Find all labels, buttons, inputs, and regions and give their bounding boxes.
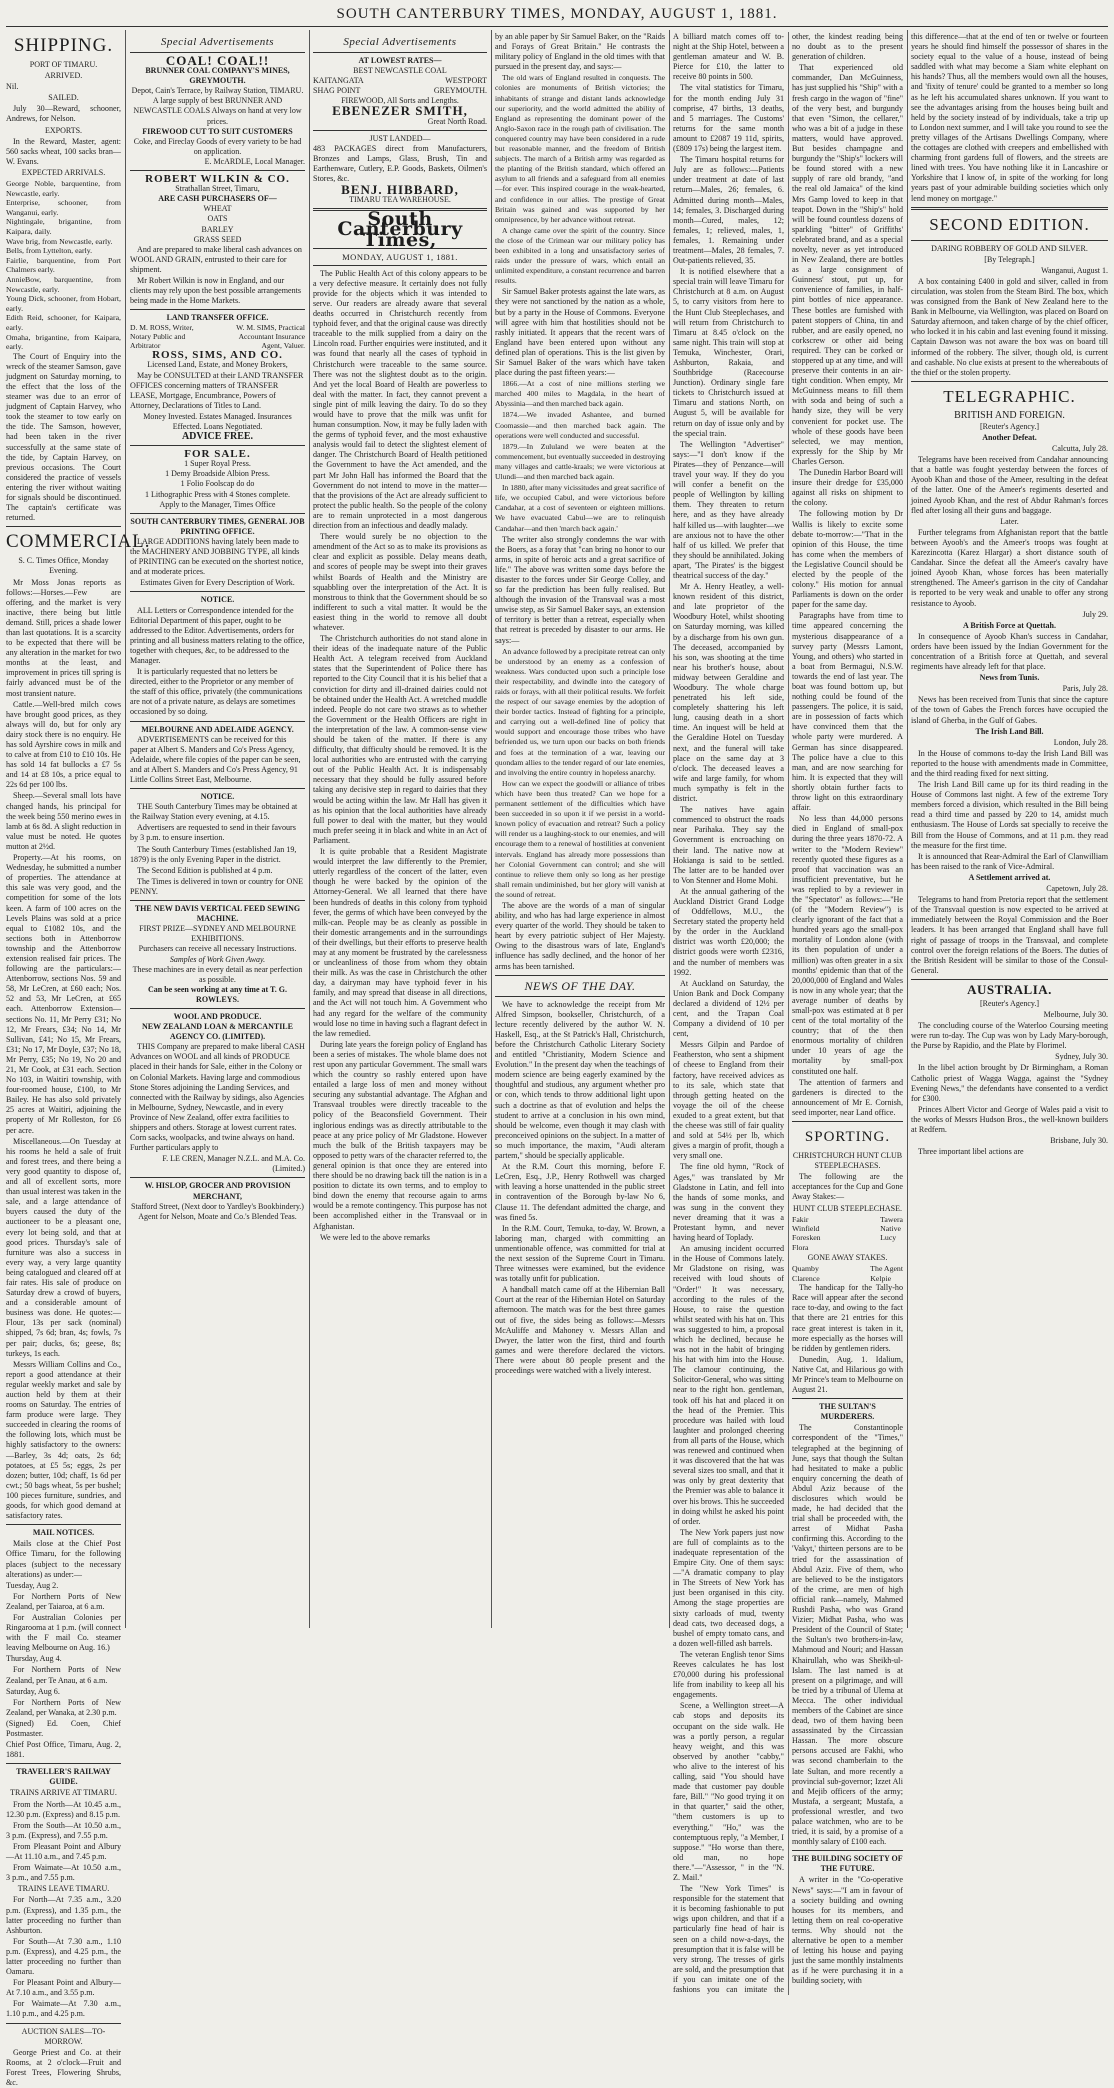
horse-name: Fakir <box>792 1214 809 1224</box>
inquiry-text: The Court of Enquiry into the wreck of the steamer Samson, gave judgment on Saturday morning, to the effect that the loss of the steamer was due to an error of judgment of Captain Harvey, who took the steamer to tow early on the tide. The Samson, however, had been taken in the river successfully at the same state of the tide, by Captain Harvey, on previous occasions. The Court considered the practice of vessels entering the river without waiting for signals should be discontinued. The captain's certificate was returned. <box>6 351 121 523</box>
wilkin-text: And are prepared to make liberal cash advances on WOOL AND GRAIN, entrusted to their care for shipment. <box>130 244 302 274</box>
sporting-text: The handicap for the Tally-ho Race will appear after the second race to-day, and owing to the fact that there are 21 entries for this race great interest is taken in it, more especially as the horses will be ridden by gentlemen riders. <box>792 1283 903 1353</box>
page-masthead: SOUTH CANTERBURY TIMES, MONDAY, AUGUST 1, 1881. <box>336 6 778 22</box>
nzloan-agent: F. LE CREN, Manager N.Z.L. and M.A. Co. (Limited.) <box>162 1154 305 1174</box>
for-sale-heading: FOR SALE. <box>184 448 251 461</box>
cup-label: HUNT CLUB STEEPLECHASE. <box>793 1203 902 1213</box>
mail-office: Chief Post Office, Timaru, Aug. 2, 1881. <box>6 1740 121 1760</box>
news-para: Messrs Gilpin and Pardoe of Featherston, who sent a shipment of cheese to England from their factory, have received advices as to its sale, which state that through getting heated on the voyage the oil of the cheese exuded to a great extent, but that the cheese was still of fair quality and sold at 54½ per lb, which gives a margin of profit, though a very small one. <box>673 1040 784 1161</box>
shipping-heading: SHIPPING. <box>13 35 114 56</box>
advice-free: ADVICE FREE. <box>181 431 254 443</box>
land-transfer-heading: LAND TRANSFER OFFICE. <box>166 313 269 323</box>
column-rule <box>907 30 908 1628</box>
news-para: That experienced old commander, Dan McGuinness, has just supplied his "Ship" with a fresh cargo in the wagon of "fine" of the very best, and burgundy that even "Simon, the cellarer," who was a bit of a judge in these matters, would have approved. But besides champagne and burgundy the "Ship's" lockers will be found stored with a new supply of rare old brandy, "and the real old Jamaica" of the kind Mrs Gamp loved to keep in that teapot. Down in the "Ship's" hold will be found countless dozens of sparkling "bitter" of Griffiths' celebrated brand, and as a special novelty, never as yet introduced in New Zealand, there are bottles as a large consignment of Guinness' stout, put up, for convenience of families, in half-pint bottles of nice appearance. These bottles are furnished with patent stoppers of China, tin and rubber, and are easily opened, no corkscrew or other aid being required. They can be corked or stoppered up at any time, and will preserve their contents in an air-tight condition. When empty, Mr McGuinness means to fill them with soda and being of such a handy size, they will be very convenient for pocket use. The whole of these goods have been selected, we may mention, expressly for the Ship by Mr Charles Gerson. <box>792 63 903 466</box>
wilkin-item: BARLEY <box>201 224 234 234</box>
leader-para: There would surely be no objection to the amendment of the Act so as to make its provisions as clear and explicit as possible. Delay means death, and scores of people may be swept into their graves whilst Boards of Health and the Ministry are squabbling over the interpretation of the Act. It is monstrous to think that the Government should be so indifferent to such a vital matter. It would be the easiest thing in the world to remove all doubt whatever. <box>313 532 487 632</box>
smith-address: Great North Road. <box>427 116 487 126</box>
coal-cell: WESTPORT <box>445 76 487 86</box>
mail-lead: Mails close at the Chief Post Office Timaru, for the following places (subject to the necessary alterations) as under:— <box>6 1539 121 1579</box>
horse-name: Lucy <box>880 1233 897 1243</box>
australia-place: Melbourne, July 30. <box>1043 1009 1108 1019</box>
cup-left <box>792 1215 821 1253</box>
leader-para: During late years the foreign policy of England has been a series of mistakes. The whole blame does not rest upon any particular Government. The small wars which the country so rashly entered upon have entailed a large loss of men and money without securing any substantial advantage. The Afghan and Transvaal troubles were directly traceable to the policy of the Beaconsfield Government. Their inglorious endings was as directly attributable to the peace at any price policy of Mr Gladstone. However much the bulk of the British taxpayers may be opposed to petty wars of the character referred to, the general opinion is that once they are entered into there should be no drawing back till the nation is in a position to dictate its own terms, and to employ to bind down the enemy that recourse again to arms would be a remote contingency. This purpose has not been accomplished either in the Transvaal or in Afghanistan. <box>313 1039 487 1231</box>
article-quote: 1874.—We invaded Ashantee, and burned Coomassie—and then marched back again. The operations were well conducted and successful. <box>495 410 665 440</box>
news-para: The Dunedin Harbor Board will insure their dredge for £35,000 against all risks on shipment to the colony. <box>792 468 903 508</box>
coal-cell: GREYMOUTH. <box>433 86 487 96</box>
list-item: Omaha, brigantine, from Kaipara, early. <box>6 332 121 352</box>
divider <box>130 445 305 446</box>
cup-acceptances <box>792 1215 903 1253</box>
divider <box>6 1524 121 1525</box>
horse-name: Kelpie <box>870 1273 892 1283</box>
force-heading: A British Force at Quettah. <box>963 620 1056 630</box>
horse-name: Flora <box>792 1242 809 1252</box>
column-rule <box>125 30 126 1628</box>
divider <box>130 591 305 592</box>
gone-left <box>792 1264 820 1283</box>
news-para: A billiard match comes off to-night at the Ship Hotel, between a gentleman amateur and W. B. Pierce for £10, the latter to receive 80 points in 500. <box>673 32 784 82</box>
wilkin-item: GRASS SEED <box>193 234 242 244</box>
sailed-label: SAILED. <box>48 93 79 103</box>
settle-place: Capetown, July 28. <box>1046 884 1108 894</box>
coke-line: Coke, and Fireclay Goods of every variety to be had on application. <box>133 136 302 156</box>
news-flow <box>673 32 903 1995</box>
divider <box>130 788 305 789</box>
tunis-place: Paris, July 28. <box>1062 684 1108 694</box>
news-para: No less than 44,000 persons died in England of small-pox during the three years 1870-72. A writer to the "Modern Review" recently quoted these figures as a proof that vaccination was an insufficient preventative, but he was replied to by a reviewer in the "Spectator" as follows:—"He (of the "Modern Review") is clearly ignorant of the fact that a hundred years ago the small-pox mortality of London alone (with its then population of under a million) was often greater in a six months' epidemic than that of the 20,000,000 of England and Wales is now in any whole year; that the average number of deaths by small-pox was estimated at 8 per cent of the total mortality of the country; that of the then enormous mortality of children under 10 years of age the mortality by small-pox constituted one half. <box>792 814 903 1076</box>
sewing-seen: Can be seen working at any time at T. G. ROWLEYS. <box>147 984 288 1004</box>
mail-sign: (Signed) Ed. Coen, Chief Postmaster. <box>6 1718 121 1738</box>
wilkin-heading: ROBERT WILKIN & CO. <box>145 173 290 186</box>
article-para: The writer also strongly condemns the war with the Boers, as a foray that "can bring no honor to our arms, in spite of heroic acts and a great sacrifice of life." The above was written some days before the disaster to the forces under Sir George Colley, and so far the prediction has been fully realised. But although the invasion of the Transvaal was a most unwise step, as Sir Samuel Baker says, an extension of territory is better than a retreat, especially when that retreat is preceded by disaster to our arms. He says:— <box>495 534 665 645</box>
mail-item: For Northern Ports of New Zealand, per Taiaroa, at 6 a.m. <box>6 1591 121 1611</box>
reuter-tag: [Reuter's Agency.] <box>979 421 1040 431</box>
divider <box>6 1763 121 1764</box>
notice-heading: NOTICE. <box>200 595 235 605</box>
defeat-heading: Another Defeat. <box>982 433 1037 442</box>
sewing-heading: THE NEW DAVIS VERTICAL FEED SEWING MACHINE. <box>134 904 301 924</box>
news-para: The attention of farmers and gardeners is directed to the announcement of Mr E. Cornish, seed importer, near Land office. <box>792 1077 903 1117</box>
coal-company: BRUNNER COAL COMPANY'S MINES, GREYMOUTH. <box>145 66 290 86</box>
exports-text: In the Reward, Master, agent: 560 sacks wheat, 100 sacks bran—W. Evans. <box>6 136 121 166</box>
horse-name: Foresken <box>792 1233 821 1243</box>
column-shipping <box>6 32 151 2087</box>
wilkin-buy: ARE CASH PURCHASERS OF— <box>158 194 277 204</box>
sewing-samples: Samples of Work Given Away. <box>169 954 266 964</box>
list-item: AnnieBow, barquentine, from Newcastle, early. <box>6 274 121 294</box>
news-para: Paragraphs have from time to time appeared concerning the mysterious disappearance of a survey party (Messrs Lamont, Young, and others) who started in a boat from Bermagui, N.S.W. towards the end of last year. The boat was found bottom up, but nothing could be found of the passengers. The police, it is said, are in possession of facts which have convinced them that the whole party were murdered. A German has since disappeared. The police have a clue to this man, and are now searching for him. It is expected that they will shortly obtain further facts to throw light on this extraordinary affair. <box>792 611 903 813</box>
divider <box>792 1398 903 1399</box>
article-para: The above are the words of a man of singular ability, and who has had large experience in almost every quarter of the world. They should be taken to heart by every patriotic subject of Her Majesty. Owing to the disastrous wars of late, England's influence has sadly declined, and the honor of her arms has been tarnished. <box>495 900 665 971</box>
article-quote: The old wars of England resulted in conquests. The colonies are monuments of British victories; the inhabitants of strange and distant lands acknowledge our superiority, and the world admitted the ability of England as representing the dominant power of the Anglo-Saxon race in the rough path of civilisation. The conquered country may have been considered in a rude but reasonable manner, and the freedom of British subjects. The march of a British army was regarded as the planting of the British standard, which offered an asylum to all friends and a safeguard from all enemies—for ever. This inspired courage in the weak-hearted, and confidence in our allies. The prestige of Great Britain was gained and was supported by her omnipresence, by her advance without retreat. <box>495 73 665 224</box>
news-para: The Timaru hospital returns for July are as follows:—Patients under treatment at date of last return—Males, 26; females, 6. Admitted during month—Males, 14; females, 3. Discharged during month—Cured, males, 12; females, 1; relieved, males, 1, females, 1. Remaining under treatment—Males, 28 females, 7. Out-patients relieved, 35. <box>673 155 784 266</box>
wilkin-item: OATS <box>207 214 228 224</box>
commercial-para: Mr Moss Jonas reports as follows:—Horses.—Few are offering, and the market is very inactive, there being but little demand. Still, prices a shade lower than last quotations. It is a scarcity to be expected that there will be any alteration in the market for two months at the least, and improvement in prices till spring is fairly advanced must be of the most transient nature. <box>6 577 121 698</box>
tunis-text: News has been received from Tunis that since the capture of the town of Gabes the French forces have occupied the island of Gherba, in the Gulf of Gabes. <box>911 695 1108 725</box>
divider <box>130 721 305 722</box>
force-place: July 29. <box>1082 609 1108 619</box>
defeat-place: Calcutta, July 28. <box>1052 444 1108 454</box>
divider <box>130 309 305 310</box>
news-para: In the R.M. Court, Temuka, to-day, W. Brown, a laboring man, charged with committing an unmentionable offence, was committed for trial at the next session of the Supreme Court in Timaru. Three witnesses were examined, but the evidence was totally unfit for publication. <box>495 1223 665 1284</box>
expected-list <box>6 179 121 352</box>
column-rule <box>491 30 492 1628</box>
commercial-para: Miscellaneous.—On Tuesday at his rooms he held a sale of fruit and forest trees, and there being a very good quantity to dispose of, and all of excellent sorts, more than usual interest was taken in the sale, and a large attendance of buyers caused the duty of the auctioneer to be a pleasant one, every lot being sold, and that at good prices. Thursday's sale of furniture was also a success in every way, a very large quantity being catalogued and cleared off at fair rates. His sale of produce on Saturday drew a crowd of buyers, and a considerable amount of business was done. He quotes:—Flour, 13s per sack (nominal) shipped, 7s 6d; bran, 4s; fowls, 7s per pair; ducks, 6s; geese, 8s; turkeys, 1s each. <box>6 1136 121 1358</box>
auction-text: George Priest and Co. at their Rooms, at 2 o'clock—Fruit and Forest Trees, Flowering Shrubs, &c. <box>6 2047 121 2087</box>
australia-text: Princes Albert Victor and George of Wales paid a visit to the works of Messrs Hudson Bros., the well-known builders at Redfern. <box>911 1104 1108 1134</box>
robbery-tag: [By Telegraph.] <box>984 254 1035 264</box>
office-line: S. C. Times Office, Monday Evening. <box>18 556 109 576</box>
force-text: In consequence of Ayoob Khan's success in Candahar, orders have been issued by the Indian Government for the concentration of a British force at Quettah, and several regiments have already left for that place. <box>911 631 1108 672</box>
australia-tag: [Reuter's Agency.] <box>979 998 1040 1008</box>
news-para: We have to acknowledge the receipt from Mr Alfred Simpson, bookseller, Christchurch, of a lecture recently delivered by the author W. N. Haskell, Esq., at the St Patrick's Hall, Christchurch, before the Christchurch Catholic Literary Society and entitled "Christianity, Modern Science and Evolution." In the present day when the teachings of modern science are being eagerly examined by the thoughtful and studious, any argument whether pro or con, which tends to throw additional light upon such a doctrine as that of evolution and helps the student to arrive at a conclusion in his own mind, should be welcome, even though it may clash with preconceived opinions on the subject. In a matter of so much importance, the maxim, "Audi alteram partem," should be specially applicable. <box>495 999 665 1161</box>
leader-para: The Public Health Act of this colony appears to be a very defective measure. It certainly does not fully provide for the objects which it was intended to serve. Our readers are already aware that several deaths occurred in Christchurch recently from typhoid fever, and that the original cause was directly traceable to the milk supplied from a dairy on the Lincoln road. Further enquiries were instituted, and it was found that nearly all the cases of typhoid in Christchurch were traceable to the same source. There was not the slightest doubt as to the origin. And yet the local Board of Health are powerless to deal with the matter. In fact, they cannot prevent a single pint of milk leaving the dairy. To do so they would have to prove that the milk was unfit for human consumption. Now, it may be fully laden with the germs of typhoid fever, and the most exhaustive analysis would fail to detect the slightest element of danger. The Christchurch Board of Health petitioned the Government to have the Act amended, and the part Mr John Hall has informed the Board that the Government do not intend to move in the matter—that the provisions of the Act are already sufficient to protect the public health. So the people of the colony are to remain unprotected in a most dangerous direction from an infectious and deadly malady. <box>313 268 487 531</box>
news-para: It is notified elsewhere that a special train will leave Timaru for Christchurch at 8 a.m. on August 5, to carry visitors from here to the Hunt Club Steeplechases, and will return from Christchurch to Timaru at 8.45 o'clock on the same night. This train will stop at Temuka, Winchester, Orari, Ashburton, Rakaia, and Southbridge (Racecourse Junction). Ordinary single fare tickets to Christchurch issued at Timaru and stations North, on August 5, will be available for return on day of issue only and by the special train. <box>673 267 784 438</box>
news-para: The vital statistics for Timaru, for the month ending July 31 comprise, 47 births, 13 deaths, and 5 marriages. The Customs' returns for the same month amount to £2087 19 11d, spirits, (£809 17s) being the largest item. <box>673 83 784 154</box>
coal-cell: KAITANGATA <box>313 76 364 86</box>
firewood-line: FIREWOOD CUT TO SUIT CUSTOMERS <box>142 126 293 136</box>
land-partners <box>130 323 305 350</box>
wilkin-address: Strathallan Street, Timaru, <box>175 184 260 194</box>
auction-heading: AUCTION SALES—TO-MORROW. <box>21 2026 106 2046</box>
coal-depot: Depot, Cain's Terrace, by Railway Station, TIMARU. <box>131 86 304 96</box>
horse-name: Winfield <box>792 1224 820 1233</box>
divider <box>130 513 305 514</box>
printing-estimates: Estimates Given for Every Description of Work. <box>140 578 295 588</box>
sale-item: 1 Demy Broadside Albion Press. <box>165 469 270 479</box>
railway-heading: TRAVELLER'S RAILWAY GUIDE. <box>16 1767 111 1787</box>
sewing-prize: FIRST PRIZE—SYDNEY AND MELBOURNE EXHIBITIONS. <box>139 924 296 944</box>
australia-place: Sydney, July 30. <box>1055 1052 1108 1062</box>
notice2-heading: NOTICE. <box>200 792 235 802</box>
news-para: Scene, a Wellington street—A cab stops and deposits its occupant on the side walk. He was a portly person, a regular heavy weight, and this was observed by another "cabby," who alive to the interest of his calling, said "You should have made that customer pay double fare, Bill." "No good trying it on in that quarter," said the other, "them customers is up to everything." "Ho," was the contemptuous reply, "a Member, I suppose." "Ho worse than there, old man, no hope there."—"Assessor, " in the "N. Z. Mail." <box>673 1701 784 1882</box>
divider <box>911 240 1108 241</box>
commercial-para: Messrs William Collins and Co., report a good attendance at their regular weekly market and sale by auction held by them at their rooms on Saturday. The entries of farm produce were large. They succeeded in clearing the rooms of the following lots, which must be highly satisfactory to the owners:—Barley, 3s 4d; oats, 2s 6d; potatoes, at £5 5s; eggs, 2s per dozen; butter, 10d; chaff, 1s 6d per cwt.; 50 bags wheat, 5s per bushel; 100 pieces furniture, sundries, and goods, for which good demand at satisfactory rates. <box>6 1359 121 1521</box>
robbery-text: A box containing £400 in gold and silver, called in from circulation, was stolen from the Steam Bird. The box, which was consigned from the Bank of New Zealand here to the Bank in Melbourne, via Wellington, was placed on Board on Saturday afternoon, and taken charge of by the chief officer, who locked it in his cabin and last evening found it missing. Captain Dawson was not aware the box was on board till informed of the robbery. The silver, though old, is current and cashable. No clue exists at present to the whereabouts of the thief or the stolen property. <box>911 276 1108 377</box>
port-heading: PORT OF TIMARU. <box>29 60 98 69</box>
mail-item: Tuesday, Aug 2. <box>6 1580 59 1590</box>
divider <box>130 900 305 901</box>
sailed-text: July 30—Reward, schooner, Andrews, for Nelson. <box>6 104 121 124</box>
news-heading: NEWS OF THE DAY. <box>524 978 636 993</box>
newspaper-nameplate: South Canterbury Times, <box>337 208 463 251</box>
land-firm-sub: Licensed Land, Estate, and Money Brokers, <box>147 360 288 370</box>
robbery-place: Wanganui, August 1. <box>1041 265 1108 275</box>
list-item: Edith Reid, schooner, for Kaipara, early. <box>6 313 121 332</box>
settle-text: Telegrams to hand from Pretoria report that the settlement of the Transvaal question is now expected to be arrived at immediately between the Royal Commission and the Boer leaders. It has been arranged that England shall have full right of passage of troops in the Transvaal, and complete control over the foreign relations of the Boers. The duties of the British Resident will be similar to those of the Consul-General. <box>911 895 1108 975</box>
land-money: Money Invested. Estates Managed. Insurances Effected. Loans Negotiated. <box>143 411 292 431</box>
news-para: At the annual gathering of the Auckland District Grand Lodge of Oddfellows, M.U., the Secretary stated the property held by the order in the Auckland district was worth £20,000; the district goods were worth £2316, and the number of members was 1992. <box>673 886 784 977</box>
divider <box>495 975 665 976</box>
sale-item: 1 Lithographic Press with 4 Stones complete. <box>144 489 291 499</box>
mail-heading: MAIL NOTICES. <box>32 1528 95 1538</box>
mail-item: Thursday, Aug 4. <box>6 1654 62 1664</box>
horse-name: Clarence <box>792 1273 820 1283</box>
irish-place: London, July 28. <box>1053 737 1108 747</box>
railway-item: From Waimate—At 10.50 a.m., 3 p.m., and 7.55 p.m. <box>6 1863 121 1883</box>
irish-text: It is announced that Rear-Admiral the Earl of Clanwilliam has been raised to the rank of Vice-Admiral. <box>911 851 1108 871</box>
news-para: The Wellington "Advertiser" says:—"I don't know if the Pirates—they of Penzance—will travel your way. If they do you will confer a benefit on the people of Wellington by killing them. They threaten to return here, and as they have already half killed us—with laughter—we are anxious not to have the other half of us killed. We prefer that they should be annihilated. Joking apart, 'The Pirates' is the biggest theatrical success of the day." <box>673 439 784 580</box>
divider <box>130 1008 305 1009</box>
sporting-heading: SPORTING. <box>804 1129 891 1146</box>
hislop-heading: W. HISLOP, GROCER AND PROVISION MERCHANT, <box>144 1181 291 1201</box>
coal-best: BEST NEWCASTLE COAL <box>353 66 447 76</box>
land-firm: ROSS, SIMS, AND CO. <box>152 349 283 362</box>
article-quote: A change came over the spirit of the country. Since the close of the Crimean war our military policy has been exhibited in a long and unsatisfactory series of raids under the pressure of wars, which entail an unlimited expenditure, a constant recurrence and barren results. <box>495 225 665 286</box>
leader-para: It is quite probable that a Resident Magistrate would interpret the law differently to the Premier, utterly regardless of the concert of the latter, even though he were backed by the opinion of the Attorney-General. We all learned that there have been hundreds of deaths in this colony from typhoid fever, the germs of which have been conveyed by the milk-can. People may be as cleanly as possible in their domestic arrangements and in the surroundings of their dwellings, but their efforts to preserve health may at any moment be frustrated by the carelessness or uncleanliness of those from whom they obtain their milk. As was the case in Christchurch the other day, a dairyman may have typhoid fever in his family, and may spread that disease in all directions, and the Act will not touch him. A Government who had any regard for the welfare of the community would lose no time in having such a flagrant defect in the law remedied. <box>313 847 487 1038</box>
printing-heading: SOUTH CANTERBURY TIMES, GENERAL JOB PRINTING OFFICE. <box>130 516 305 536</box>
divider <box>313 52 487 53</box>
cup-right <box>880 1215 903 1253</box>
smith-name: EBENEZER SMITH, <box>332 103 468 119</box>
commercial-heading: COMMERCIAL. <box>6 531 151 553</box>
printing-text: LARGE ADDITIONS having lately been made to the MACHINERY AND JOBBING TYPE, all kinds of PRINTING can be executed on the shortest notice, and at moderate prices. <box>130 536 304 577</box>
dunedin-text: Dunedin, Aug. 1. Idalium, Native Cat, and Hilarious go with Mr Prince's team to Melbourne on August 21. <box>792 1354 903 1395</box>
firewood-line: FIREWOOD, All Sorts and Lengths. <box>341 96 459 106</box>
list-item: Fairlie, barquentine, from Port Chalmers early. <box>6 255 121 275</box>
coal-supply: A large supply of best BRUNNER AND NEWCASTLE COALS Always on hand at very low prices. <box>133 96 302 126</box>
news-para: At Auckland on Saturday, the Union Bank and Dock Company declared a dividend of 12½ per cent, and the Trapan Coal Company a dividend of 10 per cent, <box>673 978 784 1039</box>
gone-label: GONE AWAY STAKES. <box>807 1253 888 1263</box>
mail-item: For Australian Colonies per Ringarooma at 1 p.m. (will connect with the F mail Co. steamer leaving Melbourne on Aug. 16.) <box>6 1612 121 1653</box>
mail-item: For Northern Ports of New Zealand, per Te Anau, at 6 a.m. <box>6 1665 121 1685</box>
railway-item: From Pleasant Point and Albury—At 11.10 a.m., and 7.45 p.m. <box>6 1841 121 1862</box>
hibbard-text: 483 PACKAGES direct from Manufacturers, Bronzes and Lamps, Glass, Brush, Tin and Earthenware, Cutlery, E.P. Goods, Baskets, Oilmen's Stores, &c. <box>313 143 487 184</box>
notice2-text: THE South Canterbury Times may be obtained at the Railway Station every evening, at 4.15. <box>130 802 298 822</box>
column-leader <box>313 32 487 1628</box>
hislop-address: Stafford Street, (Next door to Yardley's Bookbindery.) <box>131 1201 304 1211</box>
divider <box>911 381 1108 382</box>
railway-item: For Waimate—At 7.30 a.m., 1.10 p.m., and 4.25 p.m. <box>6 1999 121 2019</box>
divider <box>792 1850 903 1851</box>
list-item: George Noble, barquentine, from Newcastle, early. <box>6 179 121 198</box>
railway-sub: TRAINS LEAVE TIMARU. <box>17 1884 110 1894</box>
notice-text: ALL Letters or Correspondence intended for the Editorial Department of this paper, ought to be addressed to the Editor. Advertisements, orders for printing and all business matters relating to the office, together with cheques, &c, to be addressed to the Manager. <box>130 605 305 665</box>
building-heading: THE BUILDING SOCIETY OF THE FUTURE. <box>792 1854 903 1874</box>
building-text: A writer in the "Co-operative News" says:—"I am in favour of a society building and owning houses for its members, and letting them on real co-operative terms. Why should not the alternative be open to a member of letting his house and paying just the same monthly instalments as if he were purchasing it in a building society, with <box>792 1875 903 1986</box>
australia-text: Three important libel actions are <box>918 1147 1024 1157</box>
column-advertisements-1 <box>130 32 305 1628</box>
defeat-later: Later. <box>1000 516 1019 526</box>
nzloan-heading: NEW ZEALAND LOAN & MERCANTILE AGENCY CO. (LIMITED). <box>142 1022 293 1042</box>
news-para: An amusing incident occurred in the House of Commons lately. Mr Gladstone on rising, was received with loud shouts of "Order!" It was necessary, according to the rules of the House, to raise the question whilst seated with his hat on. This was suggested to him, a proposal which he declined, because he was not in the habit of bringing his hat with him into the House. The clamour continuing, the Solicitor-General, who was sitting near to the right hon. gentleman, took off his hat and placed it on the head of the Premier. This procedure was hailed with loud laughter and prolonged cheering from all parts of the House, which was renewed and continued when it was discovered that the hat was several sizes too small, and that it was only by great dexterity that the Premier was able to balance it over his brows. This he succeeded in doing whilst he asked his point of order. <box>673 1244 784 1526</box>
divider <box>495 996 665 997</box>
article-para: Sir Samuel Baker protests against the late wars, as they were not sanctioned by the nation as a whole, but by a party in the House of Commons. Everyone will agree with him that hostilities should not be rashly initiated. It appears that the recent wars of England have been entered upon without any defined plan of operations. This is the list given by Sir Samuel Baker of the wars which have taken place during the past fifteen years:— <box>495 287 665 378</box>
mail-item: Saturday, Aug 6. <box>6 1686 60 1696</box>
horse-name: Native <box>880 1224 901 1233</box>
arrived-label: ARRIVED. <box>44 71 83 81</box>
railway-item: For Pleasant Point and Albury—At 7.10 a.m., and 3.55 p.m. <box>6 1978 121 1998</box>
australia-heading: AUSTRALIA. <box>967 981 1052 997</box>
land-partner-right: W. M. SIMS, Practical Accountant Insurance Agent, Valuer. <box>236 323 305 351</box>
second-edition-heading: SECOND EDITION. <box>929 214 1090 234</box>
building-continued: this difference—that at the end of ten or twelve or fourteen years he should find himself the possessor of shares in the society equal to the value of a house, instead of being saddled with what may become a Siam white elephant on his hands? Thus, all the members would own all the houses, and 'fixity of tenure' could be granted to a member so long as he left his accumulated shares unknown. If you want to see the advantages arising from the houses being built and held by the society instead of by individuals, take a trip up to London next summer, and I will take you round to see the pretty villages of the Artisans Dwellings Company, where the cottages are clothed with creepers and embellished with charming front gardens full of flowers, and the streets are lined with trees. You have nothing like it in Lancashire or Yorkshire that I know of, in spite of the working for long years past of your admirable building societies which only lend money on mortgage." <box>911 32 1108 203</box>
commercial-para: Cattle.—Well-bred milch cows have brought good prices, as they always will do, but for only ary dairy stock there is no enquiry. He has sold Ayrshire cows in milk and to calve at from £10 to £10 10s. He has sold 14 fat bullocks a £7 5s and 14 at £8 10s, a price equal to 22s 6d per 100 lbs. <box>6 699 121 790</box>
hibbard-address: TIMARU TEA WAREHOUSE. <box>349 195 451 205</box>
tunis-heading: News from Tunis. <box>979 673 1040 683</box>
sale-item: 1 Folio Foolscap do do <box>180 479 255 489</box>
list-item: Enterprise, schooner, from Wanganui, early. <box>6 198 121 217</box>
leader-para: We were led to the above remarks <box>320 1232 430 1242</box>
commercial-para: Sheep.—Several small lots have changed hands, his principal for the week being 550 merino ewes in lamb at 6s 8d. A slight reduction in value must be noted. He quotes mutton at 2½d. <box>6 791 121 851</box>
special-ads-heading: Special Advertisements <box>343 36 457 48</box>
notice2-text: The Times is delivered in town or country for ONE PENNY. <box>130 876 304 896</box>
coal-cell: SHAG POINT <box>313 86 361 96</box>
list-item: Wave brig, from Newcastle, early. <box>6 236 113 246</box>
divider <box>911 207 1108 210</box>
divider <box>6 2023 121 2024</box>
sporting-sub: CHRISTCHURCH HUNT CLUB STEEPLECHASES. <box>792 1151 903 1171</box>
railway-item: From the North—At 10.45 a.m., 12.30 p.m. (Express) and 8.15 p.m. <box>6 1799 121 1819</box>
news-para: Mr A. Henry Heatley, a well-known resident of this district, and late proprietor of the Woodbury Hotel, whilst shooting on Saturday morning, was killed by a discharge from his own gun. The deceased, accompanied by his son, was shooting at the time near his brother's house, about midway between Geraldine and Woodbury. The whole charge penetrated his left side, completely shattering his left lung, causing death in a short time. An inquest will be held at the Geraldine Hotel on Tuesday next, and the funeral will take place on the same day at 3 o'clock. The deceased leaves a wife and large family, for whom much sympathy is felt in the district. <box>673 582 784 804</box>
divider <box>313 265 487 266</box>
news-para: At the R.M. Court this morning, before F. LeCren, Esq., J.P., Henry Rothwell was charged with leaving a horse unattended in the public street in contravention of the Borough by-law No 6, Clause 11. The defendant admitted the charge, and was fined 5s. <box>495 1162 665 1222</box>
news-para: The New York papers just now are full of complaints as to the inadequate representation of the Empire City. One of them says:—"A dramatic company to play in The Streets of New York has just been organised in this city. Among the stage properties are sixty carloads of mud, twenty dead cats, two deceased dogs, a bushel of empty tomato cans, and a dozen well-filled ash barrels. <box>673 1527 784 1648</box>
exports-label: EXPORTS. <box>44 125 83 135</box>
coal-lead: AT LOWEST RATES— <box>358 56 442 65</box>
list-item: Nightingale, brigantine, from Kaipara, daily. <box>6 217 121 236</box>
land-partner-left: D. M. ROSS, Writer, Notary Public and Arbitrator <box>130 323 194 351</box>
coal-grid <box>313 86 487 96</box>
article-quote: In 1880, after many vicissitudes and great sacrifice of life, we occupied Cabul, and were victorious before Candahar, at a cost of seventeen or eighteen millions. We have evacuated Cabul—we are to relinquish Candahar—and then 'march back again.' <box>495 483 665 533</box>
nzloan-text: THIS Company are prepared to make liberal CASH Advances on WOOL and all kinds of PRODUCE placed in their hands for Sale, either in the Colony or on Colonial Markets. Having large and commodious Stone Stores adjoining the Landing Services, and connected with the Railway by sidings, also Agencies in Melbourne, Sydney, Newcastle, and in every Province of New Zealand, offer extra facilities to shippers and others. Storage at lowest current rates. Corn sacks, woolpacks, and twine always on hand. Further particulars apply to <box>130 1042 305 1153</box>
agency-heading: MELBOURNE AND ADELAIDE AGENCY. <box>141 724 294 734</box>
irish-text: In the House of commons to-day the Irish Land Bill was reported to the house with amendments made in Committee, and the third reading fixed for next sitting. <box>911 748 1108 778</box>
gone-acceptances <box>792 1264 903 1283</box>
irish-text: The Irish Land Bill came up for its third reading in the House of Commons last night. A few of the extreme Tory members forced a division, which resulted in the Bill being read a third time and passed by 220 to 14, amidst much enthusiasm. The House of Lords sat specially to receive the Bill from the House of Commons, and at 11 p.m. they read the measure for the first time. <box>911 780 1108 850</box>
masthead-rule <box>6 26 1108 27</box>
article-para: by an able paper by Sir Samuel Baker, on the "Raids and Forays of Great Britain." He contrasts the military policy of England in the old times with that pursued in the present day, and says:— <box>495 32 665 72</box>
wool-heading: WOOL AND PRODUCE. <box>173 1011 262 1021</box>
mail-item: For Northern Ports of New Zealand, per Wanaka, at 2.30 p.m. <box>6 1697 121 1717</box>
article-quote: An advance followed by a precipitate retreat can only be understood by an enemy as a confession of weakness. Wars conducted upon such a principle lose their respectability, and dwindle into the category of raids or forays, with all their political results. We forfeit the respect of our savage enemies by the adoption of their border tactics. Instead of fighting for a principle, and carrying out a well-defined line of policy that would support and encourage those tribes who have befriended us, we turn upon our backs on both friends and foes at the termination of a war, leaving our quondam allies to the tender regard of our late enemies, and involving the entire country in hopeless anarchy. <box>495 646 665 777</box>
sewing-text: Purchasers can receive all necessary Instructions. <box>138 944 297 954</box>
irish-heading: The Irish Land Bill. <box>975 726 1044 736</box>
divider <box>6 526 121 527</box>
australia-place: Brisbane, July 30. <box>1050 1136 1108 1146</box>
divider <box>130 170 305 171</box>
news-para: The following motion by Dr Wallis is likely to excite some debate to-morrow:—"That in the opinion of this House, the time has come when the members of the Legislative Council should be elected by the people of the colony." His motion for annual Parliaments is down on the order paper for the same day. <box>792 509 903 610</box>
railway-item: For South—At 7.30 a.m., 1.10 p.m. (Express), and 4.25 p.m., the latter proceeding no further than Oamaru. <box>6 1936 121 1977</box>
telegraphic-heading: TELEGRAPHIC. <box>943 386 1076 406</box>
sewing-text2: These machines are in every detail as near perfection as possible. <box>132 964 303 984</box>
divider <box>130 1177 305 1178</box>
notice-text: It is particularly requested that no letters be directed, either to the Proprietor or any member of the staff of this office, privately (the communications are not of a private nature, as delays are sometimes occasioned by so doing. <box>130 667 303 717</box>
wilkin-text: Mr Robert Wilkin is now in England, and our clients may rely upon the best possible arrangements being made in the Home Markets. <box>130 275 302 306</box>
hislop-agent: Agent for Nelson, Moate and Co.'s Blended Teas. <box>138 1211 297 1221</box>
gone-right <box>870 1264 903 1283</box>
column-news-continued <box>673 32 903 1994</box>
sultan-heading: THE SULTAN'S MURDERERS. <box>819 1402 876 1422</box>
sultan-text: The Constantinople correspondent of the "Times," telegraphed at the beginning of June, says that though the Sultan had hesitated to make a public enquiry concerning the death of Abdul Aziz because of the disclosures which would be made, he had decided that the trial shall be proceeded with, the arrest of Midhat Pasha confirming this. According to the 'Vakyt,' thirteen persons are to be tried for the assassination of Abdul Aziz. Five of them, who are believed to be the instigators of the crime, are men of high official rank—namely, Mahmed Rushdi Pasha, who was Grand Vizier; Midhat Pasha, who was President of the Council of State; the Sultan's two brothers-in-law, Mahmoud and Nouri; and Hassan Khairullah, who was Sheikh-ul-Islam. The last named is at present on a pilgrimage, and will be tried by a tribunal of Ulema at Mecca. The other individual members of the Cabinet are since dead, two of them having been assassinated by the Circassian Hassan. The more obscure persons accused are Fakhi, who was second chamberlain to the late Sultan, and more recently a provincial sub-governor; Izzet Ali and Mejib officers of the army; Mustafa, a sergeant; Mustafa, a professional wrestler, and two palace watchmen, who are to be tried, it is said, by a promise of a monthly salary of £100 each. <box>792 1423 903 1847</box>
wilkin-item: WHEAT <box>203 204 232 214</box>
list-item: Bells, from Lyttelton, early. <box>6 246 93 256</box>
sporting-lead: The following are the acceptances for the Cup and Gone Away Stakes:— <box>792 1172 903 1202</box>
horse-name: The Agent <box>870 1264 903 1274</box>
article-quote: 1866.—At a cost of nine millions sterling we marched 400 miles to Magdala, in the heart of Abyssinia—and then marched back again. <box>495 379 665 409</box>
notice2-text: The South Canterbury Times (established Jan 19, 1879) is the only Evening Paper in the district. <box>130 844 297 864</box>
agency-text: ADVERTISEMENTS can be received for this paper at Albert S. Manders and Co's Press Agency, Adelaide, where file copies of the paper can be seen, and at Albert S. Manders and Co's Press Agency, 91 Little Collins Street East, Melbourne. <box>130 734 301 784</box>
column-news <box>495 32 665 1628</box>
divider <box>911 979 1108 980</box>
horse-name: Tawera <box>880 1214 903 1224</box>
sale-apply: Apply to the Manager, Times Office <box>159 499 276 509</box>
divider <box>313 130 487 131</box>
notice2-text: Advertisers are requested to send in their favours by 3 p.m. to ensure insertion. <box>130 823 296 843</box>
notice2-text: The Second Edition is published at 4 p.m. <box>137 865 273 875</box>
hibbard-name: BENJ. HIBBARD, <box>341 182 459 198</box>
railway-item: For North—At 7.35 a.m., 3.20 p.m. (Express), and 1.35 p.m., the latter proceeding no further than Ashburton. <box>6 1895 121 1935</box>
news-para: A handball match came off at the Hibernian Ball Court at the rear of the Hibernian Hotel on Saturday afternoon. The match was for the best three games out of five, the sides being as follows:—Messrs McAuliffe and Mahoney v. Messrs Allan and Dwyer, the latter won the first, third and fourth games and were therefore declared the victors. There were about 80 people present and the proceedings were watched with a lively interest. <box>495 1285 665 1375</box>
railway-item: From the South—At 10.50 a.m., 3 p.m. (Express), and 7.55 p.m. <box>6 1820 121 1840</box>
news-para: The natives have again commenced to obstruct the roads near Parihaka. They say the Government is encroaching on their land. The native now at Hokianga is said to be settled. The latter are to be handed over to Von Stenner and Home Mohi. <box>673 805 784 885</box>
hibbard-lead: JUST LANDED— <box>369 133 431 143</box>
coal-ad-heading: COAL! COAL!! <box>165 53 270 68</box>
news-para: The fine old hymn, "Rock of Ages," was translated by Mr Gladstone in Latin, and fell into the hands of some monks, and was sung in the convent they never dreaming that it was a Protestant hymn, and never having heard of Toplady. <box>673 1162 784 1243</box>
coal-agent: E. McARDLE, Local Manager. <box>204 156 305 166</box>
divider <box>792 1121 903 1122</box>
commercial-para: Property.—At his rooms, on Wednesday, he submitted a number of properties. The attendance at this sale was very good, and the competition for some of the lots keen. A farm of 100 acres on the Levels Plains was sold at a price equal to £1082 10s, and the sections both in Attenborrow township and the Attenborrow extension realised fair prices. The following are the particulars:—Attenborrow, sections Nos. 59 and 58, Mr LeCren, at £60 each; Nos. 52 and 53, Mr LeCren, at £65 each. Attenborrow Extension—sections No. 11, Mr Perry £31; No 12, Mr Frears, £34; No 14, Mr Sullivan, £41; No 15, Mr Frears, £31; No 17, Mr Doyle, £37; No 18, Mr Perry, £35; No 19, No 20 and 21, Mr Cook, at £31 each. Section No 103, in Waitiri township, with four-roomed house, £100, to Mr Bailey. He has also sold privately 25 acres at Waitiri, adjoining the property of Mr Rolleston, for £6 per acre. <box>6 853 121 1135</box>
robbery-heading: DARING ROBBERY OF GOLD AND SILVER. <box>931 243 1088 253</box>
railway-sub: TRAINS ARRIVE AT TIMARU. <box>10 1788 117 1798</box>
expected-label: EXPECTED ARRIVALS. <box>21 167 106 177</box>
defeat-text: Further telegrams from Afghanistan report that the battle between Ayoob's and the Ameer's troops was fought at Karezincotta (Karez Hlargar) a short distance south of Candahar. Since the defeat all the Ameer's cavalry have joined Ayoob Khan, whose forces has been materially strengthened. The Ameer's garrison in the city of Candahar is reported to be very weak and unable to offer any strong resistance to Ayoob. <box>911 527 1108 608</box>
issue-date: MONDAY, AUGUST 1, 1881. <box>342 251 458 262</box>
british-foreign-heading: BRITISH AND FOREIGN. <box>954 409 1065 421</box>
news-para: The "New York Times" is responsible for the statement that it is becoming fashionable to put wigs upon children, and that if a particularly fine head of hair is seen on a child now-a-days, the presumption that it is false will be very strong. The tresses of girls are sold, and the presumption that if you can imitate one of the fashions you can imitate the other, the kindest reading being no doubt as to the present generation of children. <box>673 32 903 1994</box>
australia-text: The concluding course of the Waterloo Coursing meeting were run to-day. The Cup was won by Lady Mary-borough, the Purse by Rapidio, and the Plate by Florimel. <box>911 1021 1108 1051</box>
leader-para: The Christchurch authorities do not stand alone in their ideas of the inadequate nature of the Public Health Act. A telegram received from Auckland states that the Superintendent of Police there has reported to the City Council that it is his belief that a conviction for dirty and ill-drained dairies could not be obtained under the Health Act. A wretched muddle indeed. People do not care two straws as to whether the Government or the Health Officers are right in the interpretation of the law. A common-sense view should be taken of the matter. If there is any difficulty, that difficulty should be removed. It is the local authorities who are entrusted with the carrying out of the Public Health Act. It is indispensably necessary that they should be fully assured before taking any decisive step in regard to dairies that they would be acting within the law. Mr Hall has given it as his opinion that the local authorities have already full power to deal with the matter, but they would much prefer seeing it in black and white in an Act of Parliament. <box>313 634 487 845</box>
article-quote: 1879.—In Zululand we were beaten at the commencement, but eventually succeeded in destroying many villages and cattle-kraals; we were victorious at Ulundi—and then marched back again. <box>495 441 665 482</box>
sale-item: 1 Super Royal Press. <box>184 459 251 469</box>
list-item: Young Dick, schooner, from Hobart, early. <box>6 294 121 313</box>
land-text: May be CONSULTED at their LAND TRANSFER OFFICES concerning matters of TRANSFER LEASE, Mortgage, Encumbrance, Powers of Attorney, Declarations of Titles to Land. <box>130 370 304 410</box>
article-quote: How can we expect the goodwill or alliance of tribes which have been thus treated? Can we hope for a permanent settlement of the difficulties which have been succeeded in so upon it if we persist in a world-known policy of evacuation and retreat? Such a policy will render us a laughing-stock to our enemies, and will encourage them to a renewal of hostilities at convenient intervals. England has already more possessions than her Colonial Government can control; and she will continue to relieve them only so long as her prestige shall remain undiminished, but her glory will vanish at the sound of retreat. <box>495 778 665 899</box>
coal-grid <box>313 76 487 86</box>
column-rule <box>309 30 310 1628</box>
special-ads-heading: Special Advertisements <box>160 36 275 48</box>
news-para: The veteran English tenor Sims Reeves calculates he has lost £70,000 during his professional life from inability to keep all his engagements. <box>673 1649 784 1700</box>
horse-name: Quamby <box>792 1264 819 1274</box>
column-telegraphic <box>911 32 1108 1628</box>
arrived-text: Nil. <box>6 82 19 92</box>
settle-heading: A Settlement arrived at. <box>968 872 1051 882</box>
australia-text: In the libel action brought by Dr Birmingham, a Roman Catholic priest of Wagga Wagga, against the "Sydney Evening News," the defendants have consented to a verdict for £300. <box>911 1063 1108 1103</box>
defeat-text: Telegrams have been received from Candahar announcing that a battle was fought yesterday between the forces of Ayoob Khan and those of the Ameer, resulting in the defeat of the latter. One of the Ameer's regiments deserted and joined Ayoob Khan, and the rest of Abdur Rahman's forces fled after losing all their guns and baggage. <box>911 455 1108 515</box>
column-rule <box>669 30 670 1628</box>
